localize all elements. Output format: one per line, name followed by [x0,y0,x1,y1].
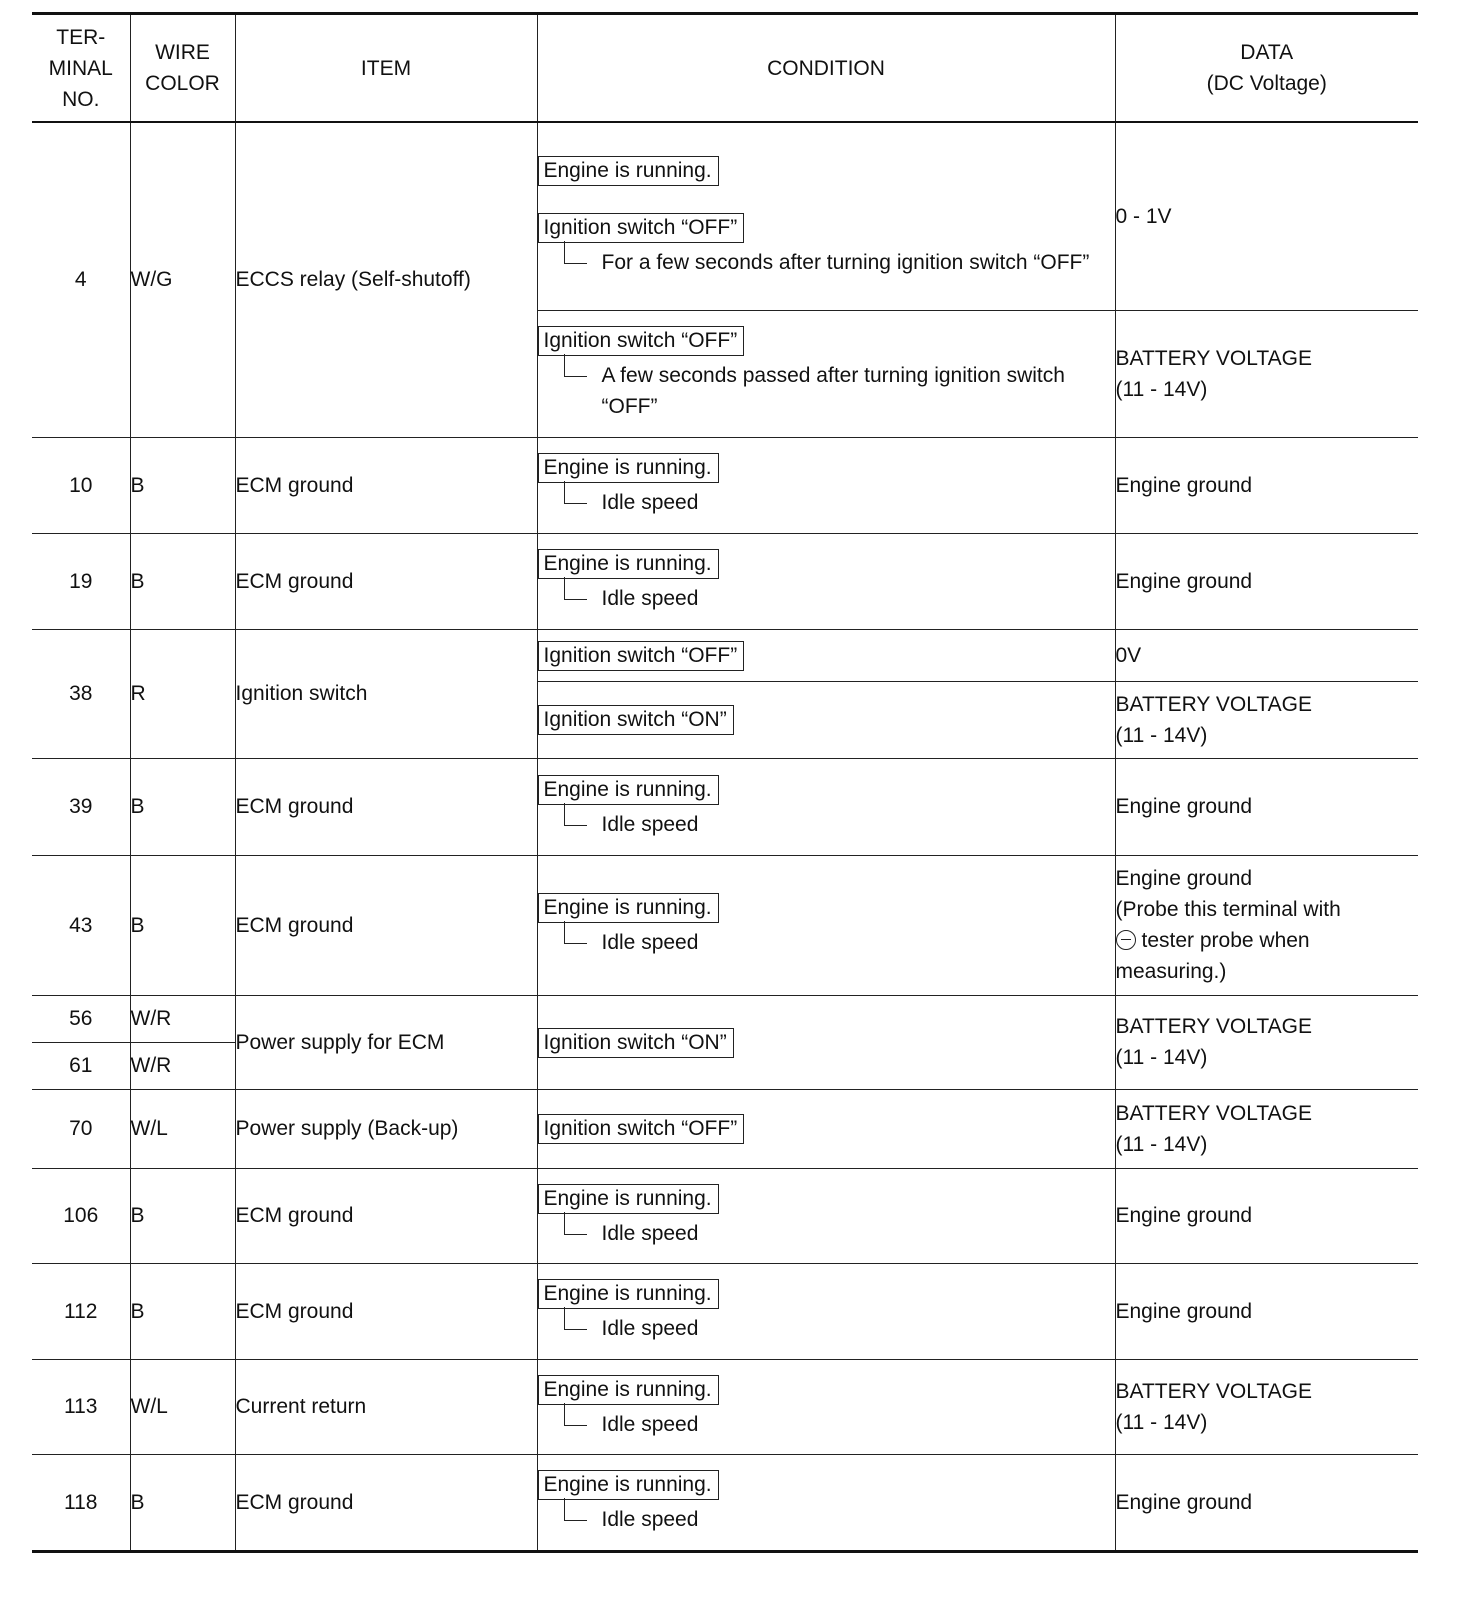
table-row [32,855,1418,995]
condition-box: Engine is running. [538,775,719,805]
condition [537,995,1115,1089]
condition-sub: Idle speed [564,1218,1115,1249]
condition-sub: Idle speed [564,583,1115,614]
terminal-no: 38 [32,629,130,758]
condition-box: Engine is running. [538,893,719,923]
condition-box: Engine is running. [538,549,719,579]
data-value: Engine ground [1115,437,1418,533]
condition-box: Ignition switch “OFF” [538,641,745,671]
header-condition: CONDITION [537,14,1115,123]
ecm-terminal-table [32,12,1418,1553]
data-value: Engine ground (Probe this terminal with tester probe when measuring.) [1115,855,1418,995]
wire-color: R [130,629,235,758]
condition-box: Engine is running. [538,1375,719,1405]
condition-box: Ignition switch “ON” [538,705,734,735]
wire-color: B [130,855,235,995]
condition [537,1168,1115,1263]
table-row [32,995,1418,1042]
terminal-no: 106 [32,1168,130,1263]
condition-sub: For a few seconds after turning ignition switch “OFF” [564,247,1115,278]
item: ECM ground [235,437,537,533]
condition-box: Ignition switch “OFF” [538,213,745,243]
table-row [32,1263,1418,1359]
table-row [32,1359,1418,1454]
condition-box: Engine is running. [538,1279,719,1309]
wire-color: B [130,758,235,855]
header-row [32,14,1418,123]
terminal-no: 56 [32,995,130,1042]
table-row [32,533,1418,629]
data-value: 0V [1115,629,1418,681]
condition [537,122,1115,310]
condition-sub: Idle speed [564,1504,1115,1535]
item: ECCS relay (Self-shutoff) [235,122,537,437]
condition [537,629,1115,681]
item: Power supply (Back-up) [235,1089,537,1168]
wire-color: B [130,533,235,629]
condition-sub: Idle speed [564,487,1115,518]
wire-color: W/R [130,995,235,1042]
data-value: Engine ground [1115,1168,1418,1263]
condition-box: Engine is running. [538,156,719,186]
condition [537,1263,1115,1359]
item: ECM ground [235,1263,537,1359]
data-value: Engine ground [1115,533,1418,629]
condition-box: Engine is running. [538,453,719,483]
condition [537,1359,1115,1454]
condition [537,310,1115,437]
wire-color: W/L [130,1359,235,1454]
terminal-no: 43 [32,855,130,995]
condition-box: Engine is running. [538,1184,719,1214]
table-row [32,758,1418,855]
condition [537,533,1115,629]
data-value: 0 - 1V [1115,122,1418,310]
terminal-no: 118 [32,1454,130,1551]
data-value: Engine ground [1115,1454,1418,1551]
table-row [32,1089,1418,1168]
terminal-no: 61 [32,1042,130,1089]
wire-color: W/G [130,122,235,437]
terminal-no: 10 [32,437,130,533]
wire-color: B [130,1263,235,1359]
item: ECM ground [235,1168,537,1263]
terminal-no: 19 [32,533,130,629]
condition-box: Ignition switch “ON” [538,1028,734,1058]
wire-color: B [130,1454,235,1551]
table-row [32,122,1418,310]
header-terminal-no: TER- MINAL NO. [32,14,130,123]
terminal-no: 113 [32,1359,130,1454]
minus-circle-icon [1116,930,1136,950]
condition-box: Engine is running. [538,1470,719,1500]
condition [537,1454,1115,1551]
wire-color: W/R [130,1042,235,1089]
wire-color: B [130,437,235,533]
condition-sub: A few seconds passed after turning ignition switch “OFF” [564,360,1115,422]
condition-sub: Idle speed [564,1409,1115,1440]
condition-sub: Idle speed [564,927,1115,958]
terminal-no: 112 [32,1263,130,1359]
condition-box: Ignition switch “OFF” [538,1114,745,1144]
data-value: BATTERY VOLTAGE (11 - 14V) [1115,681,1418,758]
header-wire-color: WIRE COLOR [130,14,235,123]
condition [537,855,1115,995]
terminal-no: 4 [32,122,130,437]
data-value: BATTERY VOLTAGE (11 - 14V) [1115,1359,1418,1454]
item: Ignition switch [235,629,537,758]
item: ECM ground [235,855,537,995]
wire-color: W/L [130,1089,235,1168]
header-data: DATA (DC Voltage) [1115,14,1418,123]
condition [537,437,1115,533]
terminal-no: 70 [32,1089,130,1168]
table-row [32,1454,1418,1551]
terminal-no: 39 [32,758,130,855]
wire-color: B [130,1168,235,1263]
item: ECM ground [235,533,537,629]
data-value: Engine ground [1115,1263,1418,1359]
item: Power supply for ECM [235,995,537,1089]
table-row [32,437,1418,533]
table-row [32,1168,1418,1263]
item: Current return [235,1359,537,1454]
data-value: BATTERY VOLTAGE (11 - 14V) [1115,995,1418,1089]
condition-sub: Idle speed [564,1313,1115,1344]
table-row [32,629,1418,681]
condition [537,681,1115,758]
condition [537,1089,1115,1168]
condition-sub: Idle speed [564,809,1115,840]
data-value: BATTERY VOLTAGE (11 - 14V) [1115,1089,1418,1168]
data-value: BATTERY VOLTAGE (11 - 14V) [1115,310,1418,437]
item: ECM ground [235,1454,537,1551]
condition [537,758,1115,855]
header-item: ITEM [235,14,537,123]
data-value: Engine ground [1115,758,1418,855]
item: ECM ground [235,758,537,855]
condition-box: Ignition switch “OFF” [538,326,745,356]
